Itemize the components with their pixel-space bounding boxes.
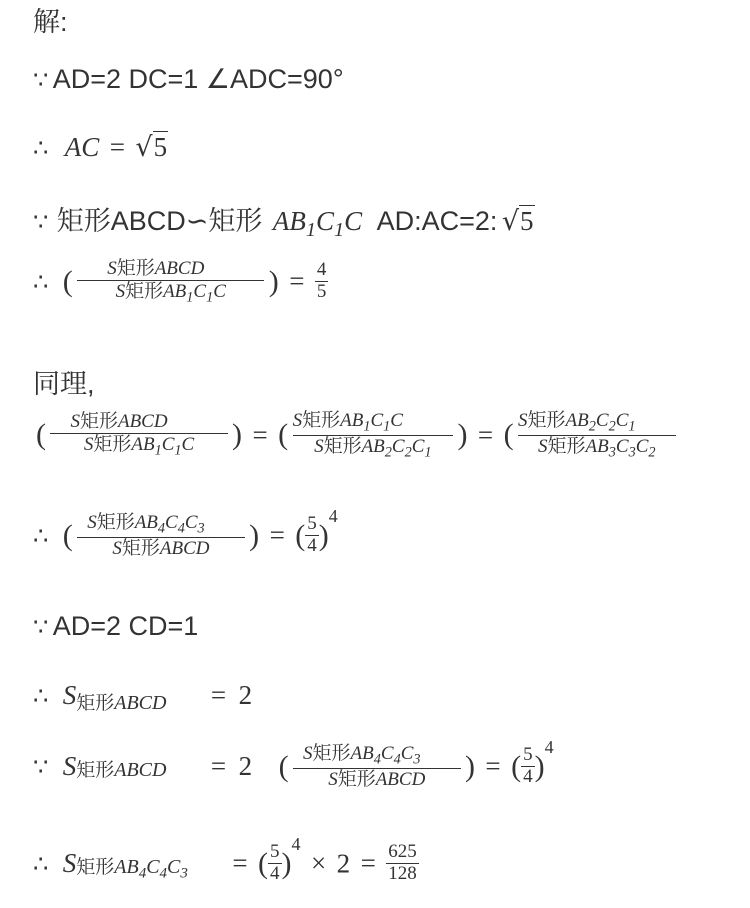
given-text: AD=2 DC=1 ∠ADC=90°	[52, 64, 344, 94]
four-fifths: $\frac{4}{5}$	[316, 259, 327, 303]
therefore-symbol: ∴	[33, 682, 49, 710]
solution-heading	[33, 0, 68, 39]
line-final-result: ∴ S矩形$AB_4C_4C_3$ = ( $\frac{5}{4}$ )4 × 2 = $\frac{625}{128}$	[33, 834, 417, 885]
line-ac-length	[33, 132, 168, 163]
ratio-4: $\frac{S矩形AB_4C_4C_3}{\text{S矩形ABCD}}$	[77, 512, 244, 559]
right-paren: )	[268, 264, 279, 298]
similar-text: 矩形ABCD∽矩形	[56, 206, 263, 236]
therefore-symbol: ∴	[33, 849, 49, 878]
line-given-sides-2	[33, 611, 198, 642]
left-paren: (	[62, 264, 73, 298]
rect-name: $AB_1C_1C$	[272, 206, 363, 242]
therefore-symbol: ∴	[33, 134, 49, 162]
ac-label: AC	[64, 132, 100, 162]
radicand: 5	[153, 132, 168, 162]
line-power-ratio: ∴ ( $\frac{S矩形AB_4C_4C_3}{\text{S矩形ABCD}}$ ) = ( $\frac{5}{4}$ )4	[33, 506, 338, 559]
sqrt-five	[135, 132, 168, 163]
result-fraction: $\frac{625}{128}$	[388, 841, 417, 885]
because-symbol: ∵	[33, 208, 49, 236]
equals-sign: =	[109, 132, 125, 162]
ratio-2: $\frac{S矩形AB_1C_1C}{S矩形AB_2C_2C_1}$	[293, 410, 453, 460]
given-text-2: AD=2 CD=1	[52, 611, 199, 641]
line-given-area-ratio: ∵ S矩形ABCD = 2 ( $\frac{S矩形AB_4C_4C_3}{\text{S矩形ABCD}}$ ) = ( $\frac{5}{4}$ )4	[33, 737, 554, 790]
therefore-symbol: ∴	[33, 521, 49, 550]
sqrt-sign: √	[135, 132, 153, 163]
equals-sign: =	[289, 266, 305, 297]
area-fraction: $\frac{\text{S矩形ABCD}}{S矩形AB_1C_1C}$	[77, 258, 264, 305]
ratio-5: $\frac{S矩形AB_4C_4C_3}{\text{S矩形ABCD}}$	[293, 743, 460, 790]
heading-text: 解:	[33, 7, 68, 37]
ratio-text: AD:AC=2:	[376, 206, 498, 236]
ratio-1: $\frac{\text{S矩形ABCD}}{S矩形AB_1C_1C}$	[50, 411, 227, 458]
line-area-abcd: ∴ S矩形ABCD = 2	[33, 680, 253, 714]
because-symbol: ∵	[33, 66, 49, 94]
similarly-heading: 同理,	[33, 369, 95, 399]
line-given-sides	[33, 64, 344, 95]
line-area-ratio	[33, 258, 328, 305]
therefore-symbol: ∴	[33, 267, 49, 296]
line-ratio-chain: ( $\frac{\text{S矩形ABCD}}{S矩形AB_1C_1C}$ ) = ( $\frac{S矩形AB_1C_1C}{S矩形AB_2C_2C_1}$ ) = ( $\frac{S矩形AB_2C_2C_1}{S矩形AB_3C_3C_2}$	[36, 410, 676, 460]
because-symbol: ∵	[33, 613, 49, 641]
because-symbol: ∵	[33, 752, 49, 781]
sqrt-five: √5	[501, 206, 534, 237]
line-similar-rectangles	[33, 199, 535, 242]
ratio-3: $\frac{S矩形AB_2C_2C_1}{S矩形AB_3C_3C_2}$	[518, 410, 675, 460]
